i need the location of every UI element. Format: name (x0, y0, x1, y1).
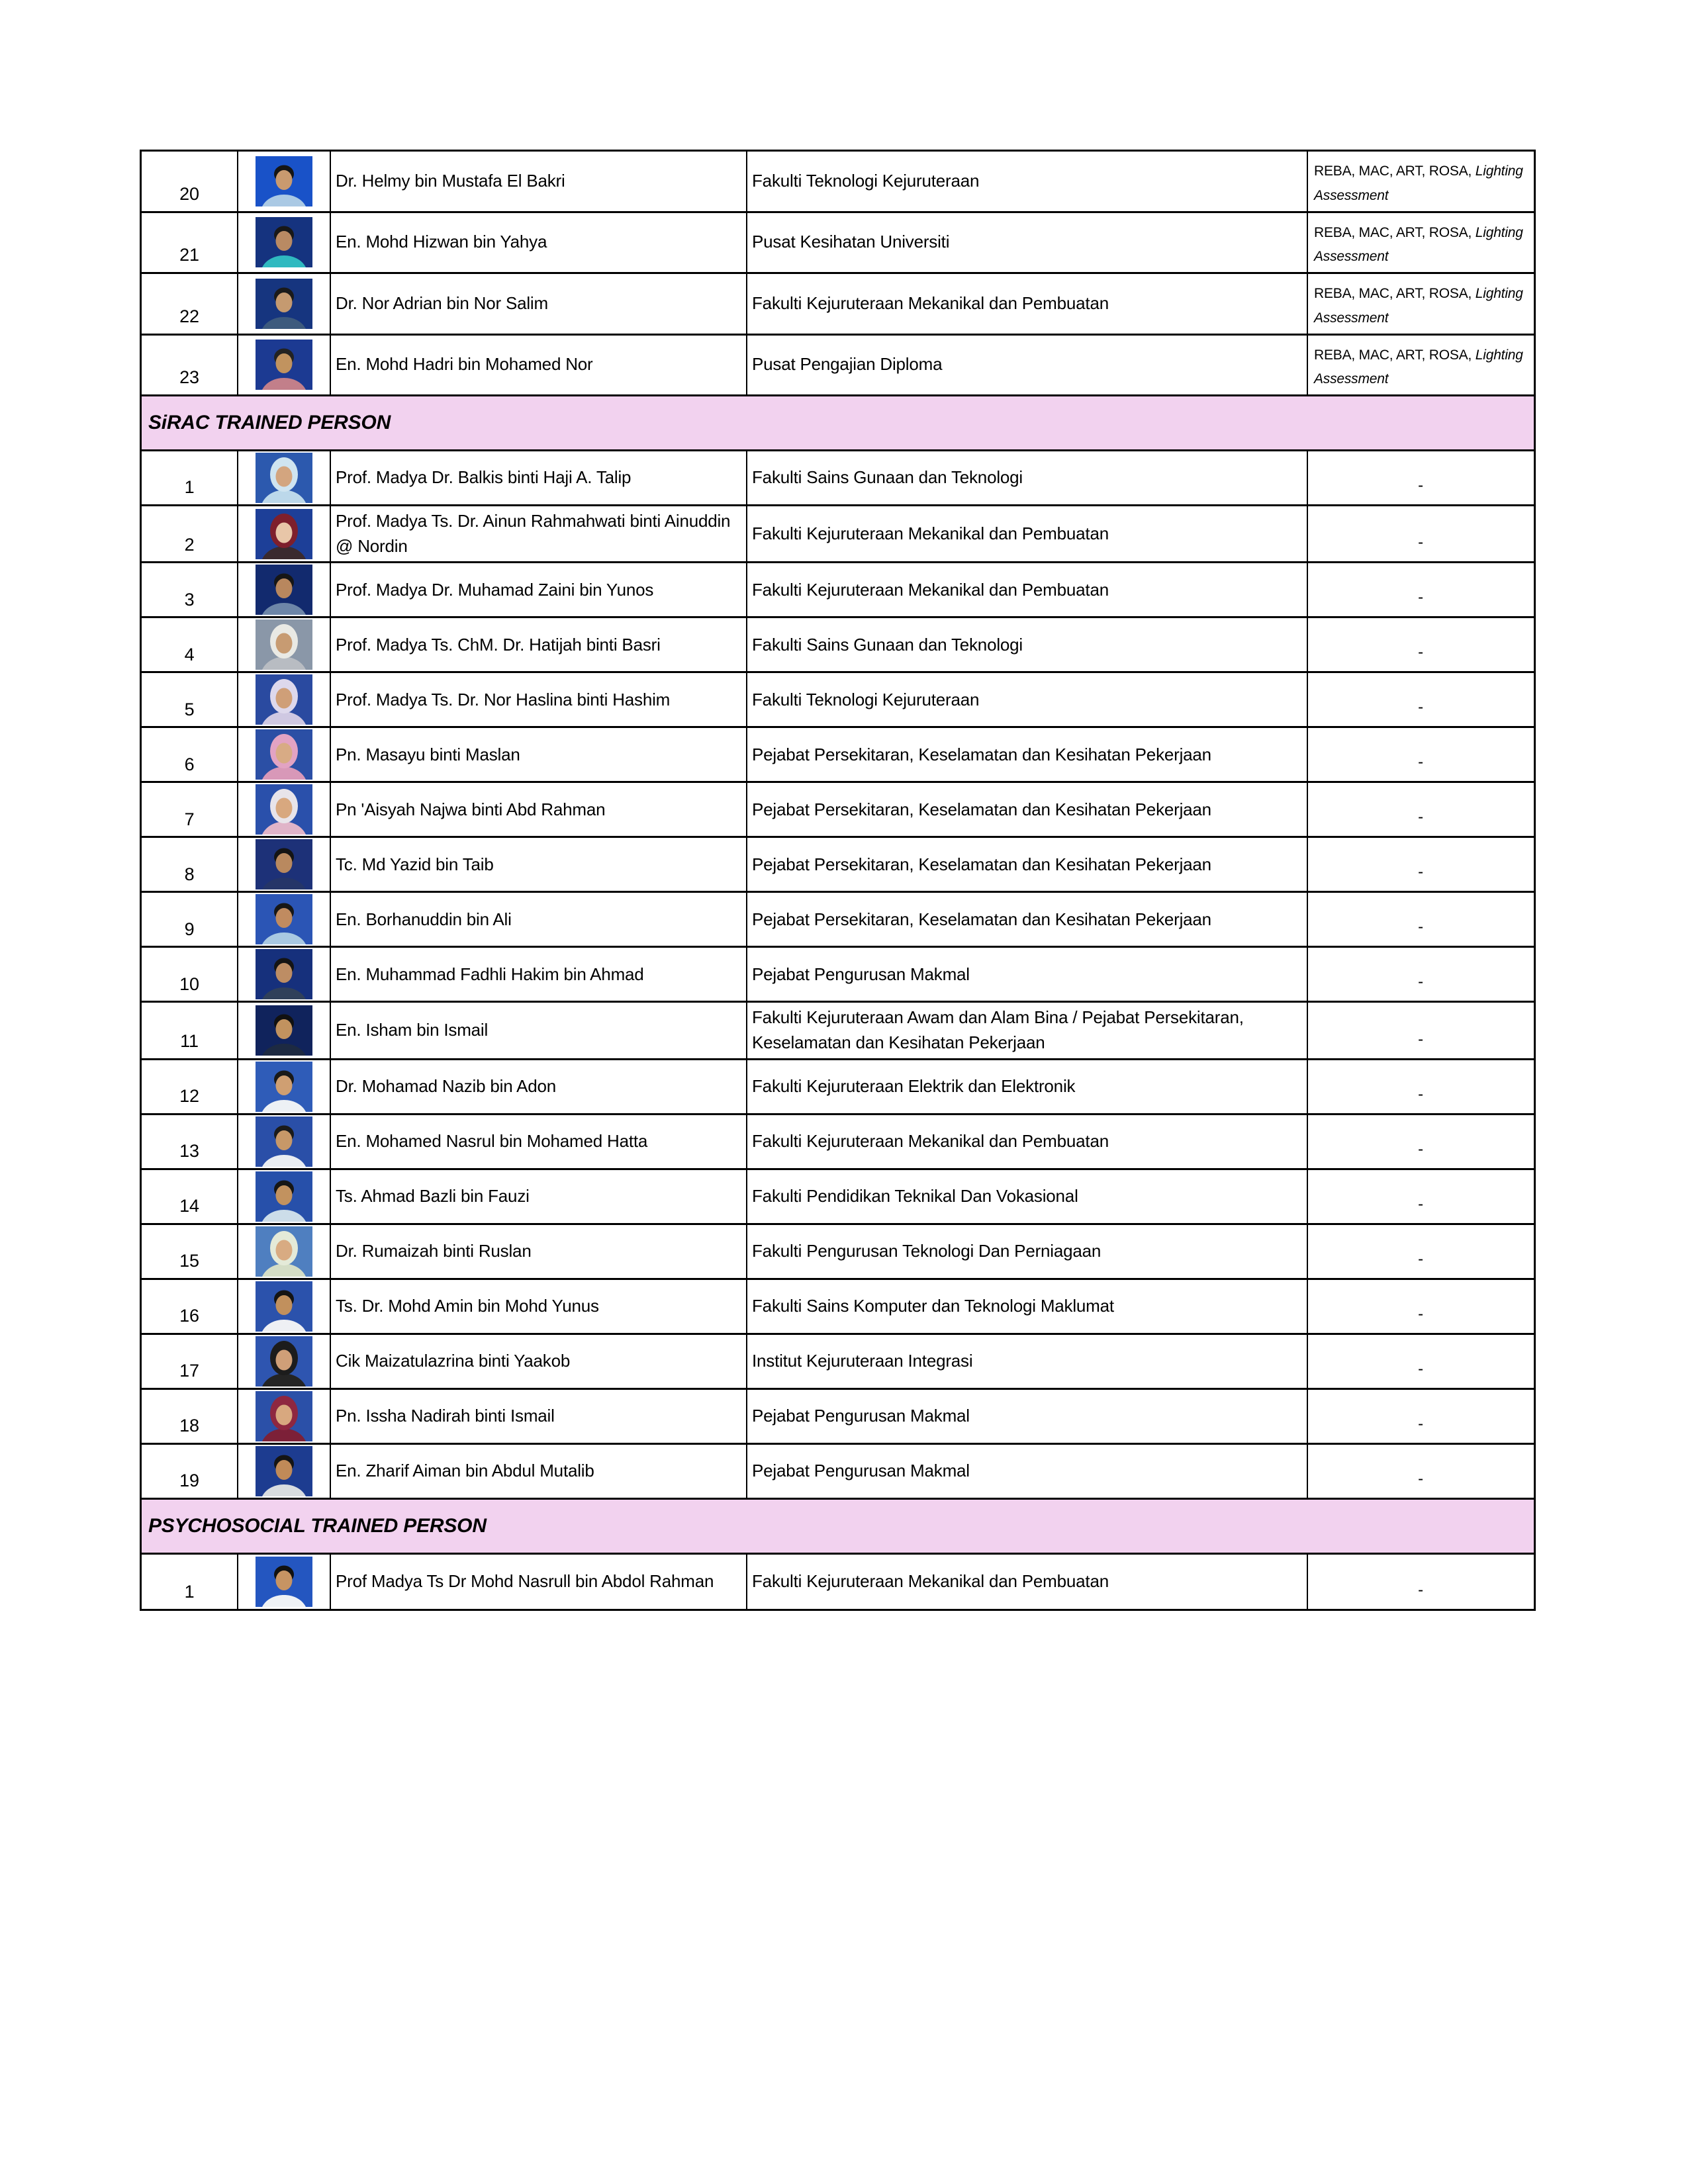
photo-cell (237, 1170, 330, 1223)
assessment-cell (1307, 838, 1534, 891)
person-name-cell (330, 728, 746, 781)
person-name: Cik Maizatulazrina binti Yaakob (336, 1350, 571, 1371)
faculty-name: Fakulti Sains Gunaan dan Teknologi (752, 634, 1023, 655)
faculty-name: Pejabat Persekitaran, Keselamatan dan Kesihatan Pekerjaan (752, 909, 1211, 929)
row-number-cell (142, 893, 237, 946)
section-header-label: SiRAC TRAINED PERSON (148, 412, 391, 433)
photo-cell (237, 1225, 330, 1278)
table-row (142, 1225, 1534, 1280)
person-name: En. Zharif Aiman bin Abdul Mutalib (336, 1460, 594, 1480)
photo-cell (237, 948, 330, 1001)
row-number-cell (142, 1225, 237, 1278)
photo-cell (237, 1335, 330, 1388)
table-row (142, 1060, 1534, 1115)
faculty-name: Institut Kejuruteraan Integrasi (752, 1350, 973, 1371)
person-name: Ts. Dr. Mohd Amin bin Mohd Yunus (336, 1295, 599, 1316)
staff-photo (256, 453, 312, 503)
faculty-name: Fakulti Kejuruteraan Mekanikal dan Pembuatan (752, 523, 1109, 543)
photo-cell (237, 336, 330, 395)
faculty-cell (746, 152, 1307, 211)
staff-photo (256, 509, 312, 559)
staff-photo (256, 894, 312, 944)
person-name-cell (330, 336, 746, 395)
table-row (142, 451, 1534, 506)
table-row (142, 1335, 1534, 1390)
photo-cell (237, 1115, 330, 1168)
staff-photo (256, 565, 312, 615)
staff-photo (256, 729, 312, 780)
faculty-name: Pejabat Pengurusan Makmal (752, 1405, 970, 1426)
faculty-cell (746, 1060, 1307, 1113)
row-number: 5 (184, 699, 195, 719)
faculty-cell (746, 783, 1307, 836)
assessment-list: - (1418, 1195, 1423, 1213)
person-name-cell (330, 1280, 746, 1333)
assessment-italic: Lighting Assessment (1314, 163, 1523, 203)
row-number: 23 (179, 367, 199, 388)
faculty-cell (746, 618, 1307, 671)
faculty-name: Fakulti Sains Gunaan dan Teknologi (752, 467, 1023, 488)
row-number: 14 (179, 1196, 199, 1216)
staff-photo (256, 949, 312, 999)
staff-photo (256, 1116, 312, 1167)
faculty-cell (746, 1170, 1307, 1223)
table-row (142, 1390, 1534, 1445)
assessment-list: - (1418, 1304, 1423, 1323)
assessment-cell (1307, 1390, 1534, 1443)
person-name: En. Borhanuddin bin Ali (336, 909, 512, 929)
faculty-cell (746, 838, 1307, 891)
photo-cell (237, 673, 330, 726)
assessment-list: - (1418, 1414, 1423, 1433)
person-name-cell (330, 563, 746, 616)
table-row (142, 728, 1534, 783)
photo-cell (237, 451, 330, 504)
faculty-name: Fakulti Kejuruteraan Mekanikal dan Pembuatan (752, 579, 1109, 600)
row-number: 4 (184, 644, 195, 664)
row-number-cell (142, 1390, 237, 1443)
person-name-cell (330, 1225, 746, 1278)
faculty-cell (746, 336, 1307, 395)
faculty-cell (746, 893, 1307, 946)
staff-photo (256, 1062, 312, 1112)
staff-photo (256, 784, 312, 835)
assessment-list: - (1418, 588, 1423, 607)
table-row (142, 783, 1534, 838)
row-number: 19 (179, 1471, 199, 1491)
faculty-cell (746, 274, 1307, 334)
row-number: 1 (184, 477, 195, 498)
person-name-cell (330, 1445, 746, 1498)
person-name: En. Mohamed Nasrul bin Mohamed Hatta (336, 1130, 648, 1151)
faculty-name: Pejabat Persekitaran, Keselamatan dan Kesihatan Pekerjaan (752, 799, 1211, 819)
row-number-cell (142, 213, 237, 273)
faculty-name: Pejabat Persekitaran, Keselamatan dan Kesihatan Pekerjaan (752, 854, 1211, 874)
row-number-cell (142, 838, 237, 891)
assessment-italic: Lighting Assessment (1314, 347, 1523, 387)
row-number: 11 (180, 1031, 199, 1052)
staff-photo (256, 674, 312, 725)
staff-photo (256, 1171, 312, 1222)
row-number: 22 (179, 306, 199, 326)
faculty-cell (746, 1445, 1307, 1498)
person-name-cell (330, 152, 746, 211)
person-name: Prof. Madya Dr. Balkis binti Haji A. Talip (336, 467, 632, 488)
row-number: 17 (179, 1361, 199, 1381)
person-name-cell (330, 673, 746, 726)
table-row (142, 618, 1534, 673)
staff-photo (256, 1226, 312, 1277)
assessment-list: - (1418, 808, 1423, 827)
staff-photo (256, 1557, 312, 1607)
person-name: Prof Madya Ts Dr Mohd Nasrull bin Abdol Rahman (336, 1570, 714, 1591)
assessment-list: - (1418, 1085, 1423, 1103)
person-name: Pn 'Aisyah Najwa binti Abd Rahman (336, 799, 606, 819)
person-name: Dr. Rumaizah binti Ruslan (336, 1240, 532, 1261)
photo-cell (237, 783, 330, 836)
person-name-cell (330, 1060, 746, 1113)
row-number: 10 (179, 974, 199, 994)
faculty-cell (746, 673, 1307, 726)
assessment-list: - (1418, 1030, 1423, 1048)
photo-cell (237, 838, 330, 891)
row-number: 12 (179, 1086, 199, 1107)
assessment-cell (1307, 1335, 1534, 1388)
faculty-name: Fakulti Pengurusan Teknologi Dan Perniagaan (752, 1240, 1102, 1261)
row-number: 18 (179, 1416, 199, 1436)
assessment-list: - (1418, 1580, 1423, 1599)
table-row (142, 506, 1534, 563)
faculty-cell (746, 728, 1307, 781)
table-row (142, 213, 1534, 275)
section-header-label: PSYCHOSOCIAL TRAINED PERSON (148, 1514, 487, 1537)
row-number-cell (142, 728, 237, 781)
staff-photo (256, 1005, 312, 1056)
faculty-name: Pejabat Pengurusan Makmal (752, 1460, 970, 1480)
assessment-list: - (1418, 918, 1423, 936)
assessment-list: - (1418, 643, 1423, 662)
staff-photo (256, 1336, 312, 1387)
assessment-cell (1307, 893, 1534, 946)
trained-person-table (140, 150, 1536, 1611)
faculty-name: Fakulti Teknologi Kejuruteraan (752, 170, 980, 191)
assessment-list: REBA, MAC, ART, ROSA, (1314, 224, 1476, 240)
row-number: 1 (184, 1582, 195, 1602)
person-name: Tc. Md Yazid bin Taib (336, 854, 494, 874)
table-row (142, 1280, 1534, 1335)
person-name-cell (330, 1003, 746, 1058)
row-number-cell (142, 451, 237, 504)
photo-cell (237, 1280, 330, 1333)
row-number: 8 (184, 864, 195, 884)
assessment-cell (1307, 336, 1534, 395)
staff-photo (256, 1391, 312, 1441)
assessment-list: - (1418, 753, 1423, 772)
table-row (142, 1115, 1534, 1170)
row-number-cell (142, 1003, 237, 1058)
row-number-cell (142, 1555, 237, 1609)
staff-photo (256, 619, 312, 670)
person-name-cell (330, 1335, 746, 1388)
person-name: Pn. Masayu binti Maslan (336, 744, 520, 764)
staff-photo (256, 839, 312, 889)
assessment-cell (1307, 274, 1534, 334)
faculty-cell (746, 506, 1307, 561)
person-name-cell (330, 1170, 746, 1223)
photo-cell (237, 213, 330, 273)
photo-cell (237, 728, 330, 781)
assessment-list: - (1418, 533, 1423, 552)
staff-photo (256, 1281, 312, 1332)
assessment-cell (1307, 1555, 1534, 1609)
row-number: 2 (184, 534, 195, 555)
photo-cell (237, 1390, 330, 1443)
row-number-cell (142, 948, 237, 1001)
faculty-name: Fakulti Teknologi Kejuruteraan (752, 689, 980, 709)
faculty-name: Fakulti Kejuruteraan Mekanikal dan Pembuatan (752, 1570, 1109, 1591)
row-number-cell (142, 783, 237, 836)
assessment-list: REBA, MAC, ART, ROSA, (1314, 286, 1476, 301)
photo-cell (237, 563, 330, 616)
person-name: Pn. Issha Nadirah binti Ismail (336, 1405, 555, 1426)
person-name-cell (330, 783, 746, 836)
faculty-cell (746, 1115, 1307, 1168)
assessment-cell (1307, 1060, 1534, 1113)
person-name: Prof. Madya Ts. Dr. Ainun Rahmahwati binti Ainuddin @ Nordin (336, 511, 731, 556)
faculty-cell (746, 948, 1307, 1001)
row-number: 6 (184, 754, 195, 774)
faculty-name: Fakulti Kejuruteraan Mekanikal dan Pembuatan (752, 293, 1109, 313)
person-name: En. Mohd Hizwan bin Yahya (336, 232, 547, 252)
row-number: 3 (184, 589, 195, 610)
table-row (142, 1555, 1534, 1609)
photo-cell (237, 506, 330, 561)
assessment-italic: Lighting Assessment (1314, 224, 1523, 265)
faculty-cell (746, 1225, 1307, 1278)
photo-cell (237, 274, 330, 334)
person-name-cell (330, 618, 746, 671)
assessment-cell (1307, 506, 1534, 561)
table-row (142, 673, 1534, 728)
faculty-name: Pejabat Persekitaran, Keselamatan dan Kesihatan Pekerjaan (752, 744, 1211, 764)
person-name: Prof. Madya Ts. Dr. Nor Haslina binti Hashim (336, 689, 671, 709)
faculty-name: Fakulti Sains Komputer dan Teknologi Maklumat (752, 1295, 1114, 1316)
assessment-cell (1307, 948, 1534, 1001)
assessment-list: - (1418, 1359, 1423, 1378)
person-name: Prof. Madya Ts. ChM. Dr. Hatijah binti Basri (336, 634, 661, 655)
staff-photo (256, 217, 312, 267)
staff-photo (256, 279, 312, 329)
assessment-cell (1307, 673, 1534, 726)
person-name-cell (330, 948, 746, 1001)
table-row (142, 1445, 1534, 1500)
faculty-name: Pusat Pengajian Diploma (752, 354, 943, 375)
person-name-cell (330, 1115, 746, 1168)
faculty-cell (746, 213, 1307, 273)
person-name-cell (330, 213, 746, 273)
staff-photo (256, 156, 312, 206)
person-name: Dr. Mohamad Nazib bin Adon (336, 1075, 556, 1096)
assessment-list: - (1418, 1140, 1423, 1158)
assessment-italic: Lighting Assessment (1314, 286, 1523, 326)
row-number-cell (142, 336, 237, 395)
table-row (142, 838, 1534, 893)
row-number-cell (142, 1170, 237, 1223)
photo-cell (237, 1060, 330, 1113)
row-number-cell (142, 1060, 237, 1113)
table-row (142, 274, 1534, 336)
person-name-cell (330, 1390, 746, 1443)
table-row (142, 948, 1534, 1003)
faculty-cell (746, 451, 1307, 504)
assessment-list: - (1418, 477, 1423, 494)
assessment-cell (1307, 1170, 1534, 1223)
row-number-cell (142, 274, 237, 334)
assessment-cell (1307, 783, 1534, 836)
faculty-name: Fakulti Kejuruteraan Elektrik dan Elektronik (752, 1075, 1076, 1096)
row-number-cell (142, 618, 237, 671)
row-number: 21 (179, 245, 199, 265)
faculty-name: Fakulti Kejuruteraan Awam dan Alam Bina / Pejabat Persekitaran, Keselamatan dan Kesihatan Pekerjaan (752, 1007, 1244, 1053)
table-row (142, 1170, 1534, 1225)
assessment-cell (1307, 563, 1534, 616)
assessment-cell (1307, 451, 1534, 504)
row-number-cell (142, 152, 237, 211)
faculty-name: Fakulti Kejuruteraan Mekanikal dan Pembuatan (752, 1130, 1109, 1151)
photo-cell (237, 1555, 330, 1609)
assessment-list: - (1418, 1250, 1423, 1268)
assessment-cell (1307, 1280, 1534, 1333)
photo-cell (237, 893, 330, 946)
photo-cell (237, 618, 330, 671)
person-name-cell (330, 893, 746, 946)
photo-cell (237, 1445, 330, 1498)
faculty-cell (746, 1280, 1307, 1333)
table-row (142, 893, 1534, 948)
photo-cell (237, 1003, 330, 1058)
assessment-cell (1307, 1003, 1534, 1058)
person-name: En. Muhammad Fadhli Hakim bin Ahmad (336, 964, 644, 984)
faculty-cell (746, 1335, 1307, 1388)
assessment-cell (1307, 213, 1534, 273)
faculty-name: Fakulti Pendidikan Teknikal Dan Vokasional (752, 1185, 1078, 1206)
assessment-cell (1307, 618, 1534, 671)
assessment-list: REBA, MAC, ART, ROSA, (1314, 163, 1476, 179)
assessment-list: - (1418, 698, 1423, 717)
person-name: Ts. Ahmad Bazli bin Fauzi (336, 1185, 530, 1206)
faculty-name: Pusat Kesihatan Universiti (752, 232, 950, 252)
person-name: En. Isham bin Ismail (336, 1020, 489, 1040)
assessment-cell (1307, 1115, 1534, 1168)
person-name-cell (330, 274, 746, 334)
row-number-cell (142, 1115, 237, 1168)
assessment-cell (1307, 728, 1534, 781)
person-name: Dr. Nor Adrian bin Nor Salim (336, 293, 548, 313)
table-row (142, 152, 1534, 213)
table-row (142, 563, 1534, 618)
staff-photo (256, 340, 312, 390)
assessment-list: - (1418, 863, 1423, 882)
faculty-cell (746, 1003, 1307, 1058)
assessment-cell (1307, 1445, 1534, 1498)
row-number-cell (142, 1280, 237, 1333)
person-name: Dr. Helmy bin Mustafa El Bakri (336, 170, 565, 191)
faculty-cell (746, 1555, 1307, 1609)
row-number: 15 (179, 1251, 199, 1271)
row-number-cell (142, 673, 237, 726)
assessment-list: REBA, MAC, ART, ROSA, (1314, 347, 1476, 363)
table-row (142, 1003, 1534, 1060)
row-number-cell (142, 506, 237, 561)
assessment-cell (1307, 1225, 1534, 1278)
row-number: 20 (179, 183, 199, 204)
person-name-cell (330, 838, 746, 891)
section-header (142, 1500, 1534, 1555)
row-number: 16 (179, 1306, 199, 1326)
person-name: En. Mohd Hadri bin Mohamed Nor (336, 354, 593, 375)
assessment-list: - (1418, 1469, 1423, 1488)
row-number: 7 (184, 809, 195, 829)
row-number-cell (142, 563, 237, 616)
person-name-cell (330, 506, 746, 561)
section-header (142, 396, 1534, 451)
photo-cell (237, 152, 330, 211)
assessment-list: - (1418, 973, 1423, 991)
row-number-cell (142, 1445, 237, 1498)
table-row (142, 336, 1534, 397)
faculty-cell (746, 1390, 1307, 1443)
assessment-cell (1307, 152, 1534, 211)
person-name: Prof. Madya Dr. Muhamad Zaini bin Yunos (336, 579, 654, 600)
row-number: 13 (179, 1141, 199, 1161)
row-number-cell (142, 1335, 237, 1388)
person-name-cell (330, 1555, 746, 1609)
faculty-cell (746, 563, 1307, 616)
person-name-cell (330, 451, 746, 504)
staff-photo (256, 1446, 312, 1496)
row-number: 9 (184, 919, 195, 939)
faculty-name: Pejabat Pengurusan Makmal (752, 964, 970, 984)
